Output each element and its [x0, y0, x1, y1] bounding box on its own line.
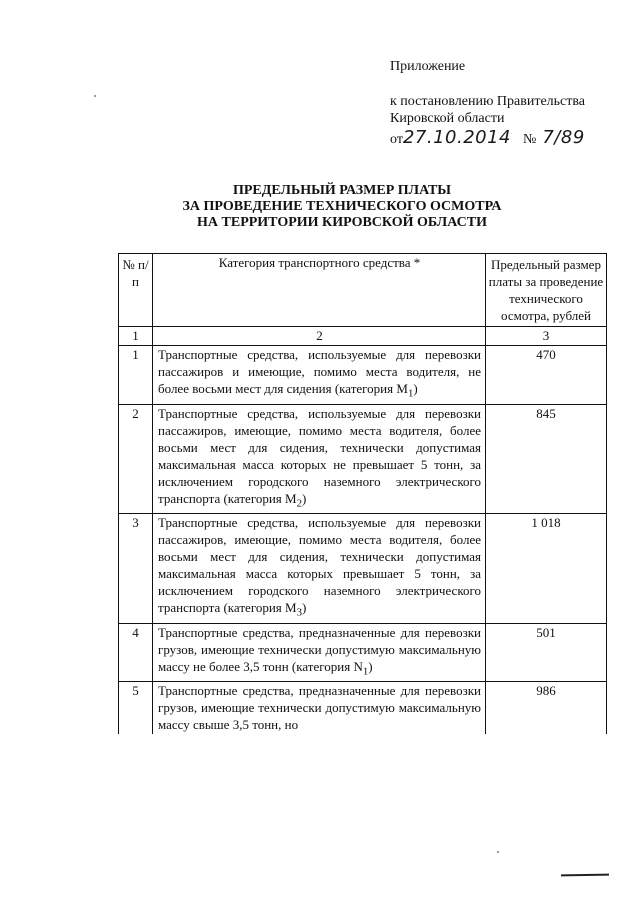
row-category [153, 514, 486, 624]
handwritten-number: 7/89 [542, 127, 585, 148]
row-category: Транспортные средства, предназначенные для перевозки грузов, имеющие технически допустимую максимальную массу свыше 3,5 тонн, но [153, 682, 486, 735]
header-category: Категория транспортного средства * [153, 254, 486, 327]
table-row [119, 346, 607, 405]
row-category [153, 346, 486, 405]
row-fee: 986 [486, 682, 607, 735]
row-num: 2 [119, 404, 153, 514]
category-text: Транспортные средства, предназначенные для перевозки грузов, имеющие технически допустимую максимальную массу не более 3,5 тонн (категория [158, 624, 481, 674]
category-letter: M [285, 600, 297, 616]
scan-speck [497, 851, 499, 853]
category-letter: N [353, 658, 363, 674]
appendix-reference [390, 129, 585, 148]
appendix-resolution-line: к постановлению Правительства [390, 94, 586, 109]
category-subscript: 3 [296, 606, 302, 619]
category-subscript: 1 [362, 665, 369, 678]
row-num: 5 [119, 682, 153, 735]
table-row [119, 514, 607, 624]
appendix-region-line: Кировской области [390, 111, 505, 126]
heading-line-1: ПРЕДЕЛЬНЫЙ РАЗМЕР ПЛАТЫ [232, 183, 452, 198]
header-fee: Предельный размер платы за проведение технического осмотра, рублей [486, 254, 607, 327]
row-category [153, 404, 486, 514]
handwritten-date: 27.10.2014 [402, 127, 511, 148]
row-fee: 470 [486, 346, 607, 405]
appendix-title: Приложение [390, 59, 466, 74]
row-num: 1 [119, 346, 153, 405]
document-heading [150, 183, 534, 231]
scan-mark [561, 874, 609, 877]
category-close: ) [368, 658, 373, 674]
table-row [119, 404, 607, 514]
number-sign: № [523, 132, 537, 147]
column-number-row [119, 327, 607, 346]
category-letter: M [396, 381, 408, 396]
category-subscript: 1 [407, 387, 414, 400]
header-num: № п/п [119, 254, 153, 327]
category-close: ) [302, 600, 307, 616]
heading-line-3: НА ТЕРРИТОРИИ КИРОВСКОЙ ОБЛАСТИ [197, 215, 487, 230]
row-fee: 845 [486, 404, 607, 514]
row-category [153, 623, 486, 682]
column-number-1: 1 [119, 327, 153, 346]
fee-table [118, 253, 607, 734]
appendix-block [390, 58, 585, 148]
column-number-3: 3 [486, 327, 607, 346]
date-prefix: от [390, 132, 403, 147]
category-text: Транспортные средства, используемые для перевозки пассажиров, имеющие, помимо места водителя, более восьми мест для сидения, технически допустимая максимальная масса которых не превышает 5 тонн, за исключением городского наземного электрического транспорта (категория [158, 405, 481, 506]
row-fee: 1 018 [486, 514, 607, 624]
table-row [119, 623, 607, 682]
category-close: ) [302, 490, 307, 506]
category-text: Транспортные средства, используемые для перевозки пассажиров, имеющие, помимо места водителя, более восьми мест для сидения, технически допустимая максимальная масса которых превышает 5 тонн, за исключением городского наземного электрического транспорта (категория [158, 515, 481, 616]
row-num: 4 [119, 623, 153, 682]
table-header-row [119, 254, 607, 327]
table-row [119, 682, 607, 735]
row-fee: 501 [486, 623, 607, 682]
category-text: Транспортные средства, используемые для перевозки пассажиров и имеющие, помимо места водителя, не более восьми мест для сидения (категория [158, 347, 481, 396]
heading-line-2: ЗА ПРОВЕДЕНИЕ ТЕХНИЧЕСКОГО ОСМОТРА [182, 199, 502, 214]
category-subscript: 2 [296, 497, 302, 510]
category-letter: M [285, 490, 297, 506]
row-num: 3 [119, 514, 153, 624]
scan-speck [94, 95, 96, 97]
category-close: ) [413, 381, 418, 396]
column-number-2: 2 [153, 327, 486, 346]
